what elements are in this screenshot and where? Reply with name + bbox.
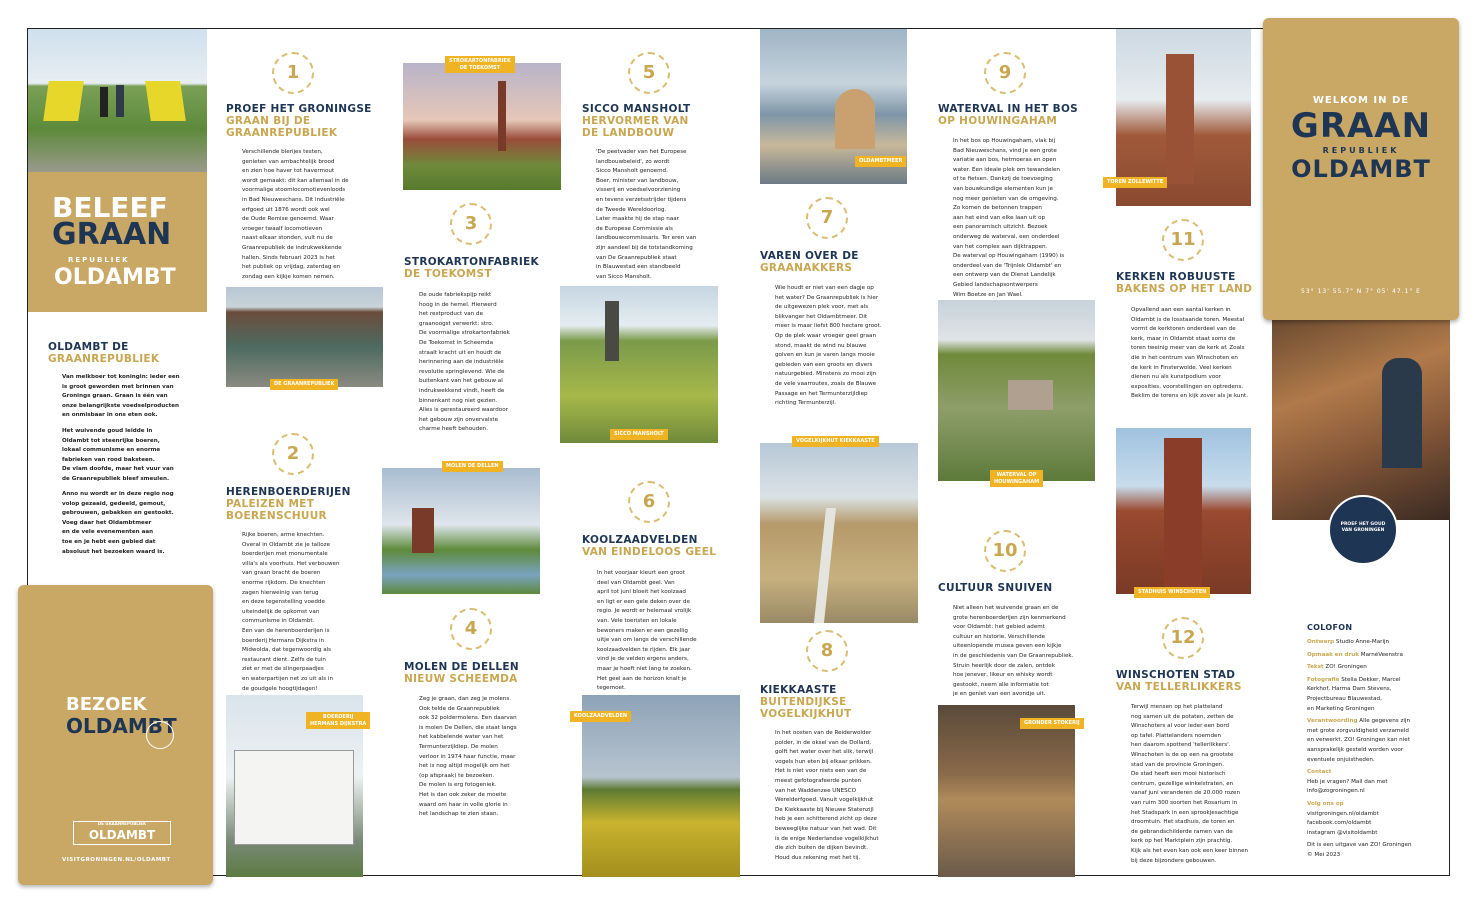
logo-small-text: DE GRAANREPUBLIEK	[97, 821, 147, 826]
colofon-key: Tekst	[1307, 664, 1324, 671]
item-7-title: VAREN OVER DE	[760, 250, 859, 262]
bezoek-title: BEZOEK	[66, 694, 147, 715]
item-1-number: 1	[272, 52, 314, 94]
colofon-value: visitgroningen.nl/oldambt facebook.com/oldambt instagram @visitoldambt	[1307, 810, 1379, 836]
item-12-subtitle: VAN TELLERLIKKERS	[1116, 681, 1242, 693]
sicco-photo	[560, 286, 718, 443]
stokerij-label: GRONDER STOKERIJ	[1020, 718, 1084, 729]
colofon-line	[1307, 800, 1447, 838]
cover-coordinates: 53° 13' 55.7" N 7° 05' 47.1" E	[1301, 288, 1421, 295]
item-3-number: 3	[450, 203, 492, 245]
item-2-title: HERENBOERDERIJEN	[226, 486, 351, 498]
item-10-title: CULTUUR SNUIVEN	[938, 582, 1053, 594]
bezoek-oldambt: OLDAMBT	[66, 714, 177, 738]
item-3-subtitle: DE TOEKOMST	[404, 268, 492, 280]
oldambtmeer-label: OLDAMBTMEER	[855, 156, 906, 167]
item-3-text: De oude fabriekspijp reikt hoog in de hemel. Hierwerd het restproduct van de graanoogst verwerkt: stro. De voormalige strokartonfabriek De Toekomst in Scheemda straalt kracht uit en houdt de herinnering aan de industriële revolutie springlevend. Wie de buitenkant van het gebouw al indrukwekkend vindt, heeft de binnenkant nog niet gezien. Alles is gerestaureerd waardoor het gebouw zijn onvervalste charme heeft behouden.	[419, 292, 510, 433]
stadhuis-label: STADHUIS WINSCHOTEN	[1134, 587, 1210, 598]
colofon-title: COLOFON	[1307, 623, 1353, 632]
koolzaad-label: KOOLZAADVELDEN	[570, 711, 631, 722]
stadhuis-photo	[1116, 428, 1251, 594]
cover-oldambt: OLDAMBT	[1291, 155, 1431, 183]
sicco-label: SICCO MANSHOLT	[610, 429, 668, 440]
remise-photo	[226, 287, 383, 387]
item-4-title: MOLEN DE DELLEN	[404, 661, 519, 673]
cover-republiek: REPUBLIEK	[1322, 146, 1400, 155]
item-11-number: 11	[1162, 219, 1204, 261]
intro-text-3: Anno nu wordt er in deze regio nog volop gezaaid, gedeeld, gemout, gebrouwen, gebakken en gestookt. Voeg daar het Oldambtmeer en de vele evenementen aan toe en je hebt een gebied dat absoluut het bezoeken waard is.	[62, 491, 174, 555]
item-5-text: 'De peetvader van het Europese landbouwbeleid', zo wordt Sicco Mansholt genoemd. Boer, minister van landbouw, visserij en voedselvoorziening en tevens verzetsstrijder tijdens de Tweede Wereldoorlog. Later maakte hij de stap naar de Europese Commissie als landbouwcommissaris. Ter eren van zijn aandeel bij de totstandkoming van De Graanrepubliek staat in Blauwestad een standbeeld van Sicco Mansholt.	[596, 149, 697, 280]
item-6-text: In het voorjaar kleurt een groot deel van Oldambt geel. Van april tot juni bloeit het koolzaad en ligt er een gele deken over de regio. Je wordt er helemaal vrolijk van. Vele toeristen en lokale bewoners maken er een gezellig uitje van om langs de verschillende koolzaadvelden te rijden. Elk jaar vind je de velden ergens anders, maar je hoeft niet lang te zoeken. Het geel aan de horizon knalt je tegemoet.	[597, 570, 697, 692]
item-2-text: Rijke boeren, arme knechten. Overal in Oldambt zie je talloze boerderijen met monumentale villa's als voorhuis. Het verbouwen van graan bracht de boeren enorme rijkdom. De knechten zagen hierweinig van terug en deze tegenstelling voedde uiteindelijk de opkomst van communisme in Oldambt. Een van de herenboerderijen is boerderij Hermans Dijkstra in Midwolda, dat tegenwoordig als restaurant dient. Zelfs de tuin ziet er met de slingerpaadjes en waterpartijen net zo uit als in de goudgele hoogtijdagen!	[242, 532, 340, 692]
item-1-subtitle: GRAAN BIJ DE GRAANREPUBLIEK	[226, 115, 338, 139]
oldambt-logo	[73, 821, 171, 845]
item-12-title: WINSCHOTEN STAD	[1116, 669, 1236, 681]
item-2-number: 2	[272, 433, 314, 475]
colofon-line	[1307, 676, 1447, 714]
stokerij-photo	[938, 705, 1075, 877]
item-9-subtitle: OP HOUWINGAHAM	[938, 115, 1058, 127]
waterval-label: WATERVAL OP HOUWINGAHAM	[990, 470, 1043, 487]
item-6-number: 6	[628, 481, 670, 523]
colofon-value: MarnéVeenstra	[1359, 651, 1403, 658]
item-9-title: WATERVAL IN HET BOS	[938, 103, 1079, 115]
colofon-key: Opmaak en druk	[1307, 651, 1359, 658]
colofon-value: Studio Anne-Marijn	[1334, 639, 1390, 645]
colofon-key: Verantwoording	[1307, 718, 1358, 725]
molen-photo	[382, 468, 540, 594]
waterval-photo	[938, 300, 1095, 481]
welkom-text: WELKOM IN DE	[1312, 95, 1410, 106]
bezoek-card	[18, 585, 213, 885]
item-8-title: KIEKKAASTE	[760, 684, 837, 696]
remise-label: DE GRAANREPUBLIEK	[270, 379, 338, 390]
website-url: VISITGRONINGEN.NL/OLDAMBT	[62, 857, 171, 863]
item-11-subtitle: BAKENS OP HET LAND	[1116, 283, 1253, 295]
toren-label: TOREN ZOLLEWITTE	[1103, 177, 1167, 188]
item-5-subtitle: HERVORMER VAN DE LANDBOUW	[582, 115, 689, 139]
intro-text-2: Het wuivende goud leidde in Oldambt tot steenrijke boeren, lokaal communisme en enorme fabrieken van rood baksteen. De vlam doofde, maar het vuur van de Graanrepubliek bleef smeulen.	[62, 428, 174, 482]
wheat-icon	[146, 721, 174, 749]
item-11-title: KERKEN ROBUUSTE	[1116, 271, 1236, 283]
colofon-key: Fotografie	[1307, 676, 1340, 683]
colofon-key: Ontwerp	[1307, 639, 1335, 645]
colofon-line	[1307, 651, 1447, 661]
oldambt-title: OLDAMBT	[54, 265, 176, 290]
vogelkijkhut-label: VOGELKIJKHUT KIEKKAASTE	[792, 436, 879, 447]
graan-title: GRAAN	[52, 217, 172, 252]
badge-text: PROEF HET GOUD VAN GRONINGEN	[1340, 522, 1386, 533]
item-3-title: STROKARTONFABRIEK	[404, 256, 539, 268]
colofon-key: Contact	[1307, 769, 1332, 776]
item-10-number: 10	[984, 530, 1026, 572]
cover-card	[1263, 18, 1459, 320]
colofon-line	[1307, 717, 1447, 765]
item-8-text: In het oosten van de Reiderwolder polder, in de oksel van de Dollard, golft het water over het slik, terwijl vogels hun eten bij elkaar prikken. Het is niet voor niets een van de meest gefotografeerde punten van het Waddenzee UNESCO Werelderfgoed. Vanuit vogelkijkhut De Kiekkaaste bij Nieuwe Statenzijl heb je een schitterend zicht op deze beweeglijke natuur van het wad. Dit is de enige Nederlandse vogelkijkhut die zich buiten de dijken bevindt. Houd dus rekening met het tij.	[775, 730, 879, 861]
colofon-value: Heb je vragen? Mail dan met info@zogroningen.nl	[1307, 778, 1388, 795]
oldambt-subheading: GRAANREPUBLIEK	[48, 353, 160, 365]
colofon-line	[1307, 638, 1447, 648]
cyclists-photo	[28, 29, 207, 172]
item-6-title: KOOLZAADVELDEN	[582, 534, 698, 546]
colofon-value: Dit is een uitgave van ZO! Groningen © Mei 2023	[1307, 842, 1412, 858]
item-4-subtitle: NIEUW SCHEEMDA	[404, 673, 518, 685]
colofon-line	[1307, 841, 1447, 860]
distillery-photo	[1272, 318, 1450, 520]
item-12-text: Terwijl mensen op het platteland nog samen uit de potaten, zetten de Winschoters al voor ieder een bord op tafel. Plattelanders noemden hen daarom spottend 'tellerlikkers'. Winschoten is de op een na grootste stad van de provincie Groningen. De stad heeft een mooi historisch centrum, gezellige winkelstraten, en vanaf juni veranderen de 20.000 rozen van ruim 300 soorten het Rosarium in het Stadspark in een sprookjesachtige droomtuin. Het stadhuis, de toren en de gebrandschilderde ramen van de kerk op het Marktplein zijn prachtig. Kijk als het even kan ook een keer binnen bij deze bijzondere gebouwen.	[1131, 704, 1249, 864]
item-7-text: Wie houdt er niet van een dagje op het water? De Graanrepubliek is hier de uitgewezen plek voor, met als blikvanger het Oldambtmeer. Dit meer is maar liefst 800 hectare groot. Op de plek waar vroeger geel graan stond, maakt de wind nu blauwe golven en kun je varen langs mooie gebieden van een groots en divers natuurgebied. Minstens zo mooi zijn de vele vaarroutes, zoals de Blauwe Passage en het Termunterzijldiep richting Termunterzijl.	[775, 285, 882, 407]
oldambt-heading: OLDAMBT DE	[48, 341, 129, 353]
item-8-subtitle: BUITENDIJKSE VOGELKIJKHUT	[760, 696, 852, 720]
item-11-text: Opvallend aan een aantal kerken in Oldambt is de losstaande toren. Meestal vormt de kerktoren onderdeel van de kerk, maar in Oldambt staat soms de toren tweinig meer van de kerk af. Zoals die in het centrum van Winschoten en de kerk in Finsterwolde. Veel kerken dienen nu als kunstpodium voor exposities, voorstellingen en optredens. Beklim de torens en kijk zover als je kunt.	[1131, 307, 1248, 400]
item-7-number: 7	[806, 197, 848, 239]
intro-text-1: Van melkboer tot koningin: ieder een is groot geworden met brinnen van Gronings graan. Graan is één van onze belangrijkste voedselproducten en onmisbaar in ons eten ook.	[62, 374, 180, 419]
colofon-line	[1307, 768, 1447, 797]
koolzaad-photo	[582, 695, 740, 877]
cover-graan: GRAAN	[1290, 106, 1432, 146]
item-4-number: 4	[450, 608, 492, 650]
item-10-text: Niet alleen het wuivende graan en de grote herenboerderijen zijn kenmerkend voor Oldambt: het gebied ademt cultuur en historie. Verschillende uiteenlopende musea geven een kijkje in de geschiedenis van De Graanrepubliek. Struin heerlijk door de zalen, ontdek hoe jenever, likeur en whisky wordt gestookt, neem alle informatie tot je en geniet van een avondje uit.	[953, 605, 1074, 698]
item-1-text: Verschillende bierijes testen, genieten van ambachtelijk brood en zien hoe haver tot havermout wordt gemaakt: dit kan allemaal in de voormalige stoomlocomotievenloods in Bad Nieuweschans. Dit industriële erfgoed uit 1876 wordt ook wel de Oude Remise genoemd. Waar vroeger twaalf locomotieven naast elkaar stonden, vult nu de Graanrepubliek de indrukwekkende hallen. Sinds februari 2023 is het het publiek op vrijdag, zaterdag en zondag een kijkje komen nemen.	[242, 149, 349, 280]
item-4-text: Zeg je graan, dan zeg je molens. Ook telde de Graanrepubliek ook 32 poldermolens. Een daarvan is molen De Dellen, die staat langs het kabbelende water van het Termunterzijldiep. De molen verloor in 1974 haar functie, maar het is nog altijd mogelijk om het (op afspraak) te bezoeken. De molen is erg fotogeniek. Het is dan ook zeker de moeite waard om haar in volle glorie in het landschap te zien staan.	[419, 696, 517, 818]
item-5-title: SICCO MANSHOLT	[582, 103, 691, 115]
item-5-number: 5	[628, 52, 670, 94]
item-12-number: 12	[1162, 617, 1204, 659]
strokarton-label: STROKARTONFABRIEK DE TOEKOMST	[445, 56, 515, 73]
colofon-value: Stella Dekker, Marcel Kerkhof, Harma Dam Stevens, Projectbureau Blauwestad, en Marketing Groningen	[1307, 676, 1401, 712]
colofon-block	[1307, 638, 1447, 863]
beleef-title: BELEEF	[52, 191, 168, 224]
colofon-value: ZO! Groningen	[1323, 664, 1367, 671]
item-9-number: 9	[984, 52, 1026, 94]
item-1-title: PROEF HET GRONINGSE	[226, 103, 372, 115]
colofon-line	[1307, 663, 1447, 673]
item-7-subtitle: GRAANAKKERS	[760, 262, 853, 274]
strokarton-photo	[403, 63, 561, 190]
item-9-text: In het bos op Houwingaham, vlak bij Bad Nieuweschans, vind je een grote variatie aan bos, hetmoeras en open water. Een ideale plek om tewandelen of te fietsen. Dankzij de toevoeging van bouwkundige elementen kun je nog meer genieten van de omgeving. Zo komen de betonnen trappen aan het eind van elke laan uit op een panoramisch uitzicht. Bezoek onderweg de waterval, een onderdeel van het complex aan dijktrappen. De waterval op Houwingaham (1990) is onderdeel van de 'Trijnlek Oldambt' en een ontwerp van de Dienst Landelijk Gebied landschapsontwerpers Wim Boetze en Jan Wael.	[953, 138, 1065, 298]
republiek-word: REPUBLIEK	[68, 256, 130, 264]
colofon-key: Volg ons op	[1307, 800, 1344, 807]
dellen-label: MOLEN DE DELLEN	[442, 461, 503, 472]
kiekkaaste-photo	[760, 443, 918, 623]
hermans-label: BOERDERIJ HERMANS DIJKSTRA	[306, 712, 370, 729]
item-2-subtitle: PALEIZEN MET BOERENSCHUUR	[226, 498, 327, 522]
item-8-number: 8	[806, 630, 848, 672]
beleef-panel	[28, 172, 207, 312]
logo-text: OLDAMBT	[88, 828, 156, 842]
colofon-value: Alle gegevens zijn met grote zorgvuldigheid verzameld en verwerkt. ZO! Groningen kan niet aansprakelijk gesteld worden voor eventuele onjuistheden.	[1307, 718, 1411, 763]
proef-badge	[1328, 495, 1398, 565]
item-6-subtitle: VAN EINDELOOS GEEL	[582, 546, 717, 558]
